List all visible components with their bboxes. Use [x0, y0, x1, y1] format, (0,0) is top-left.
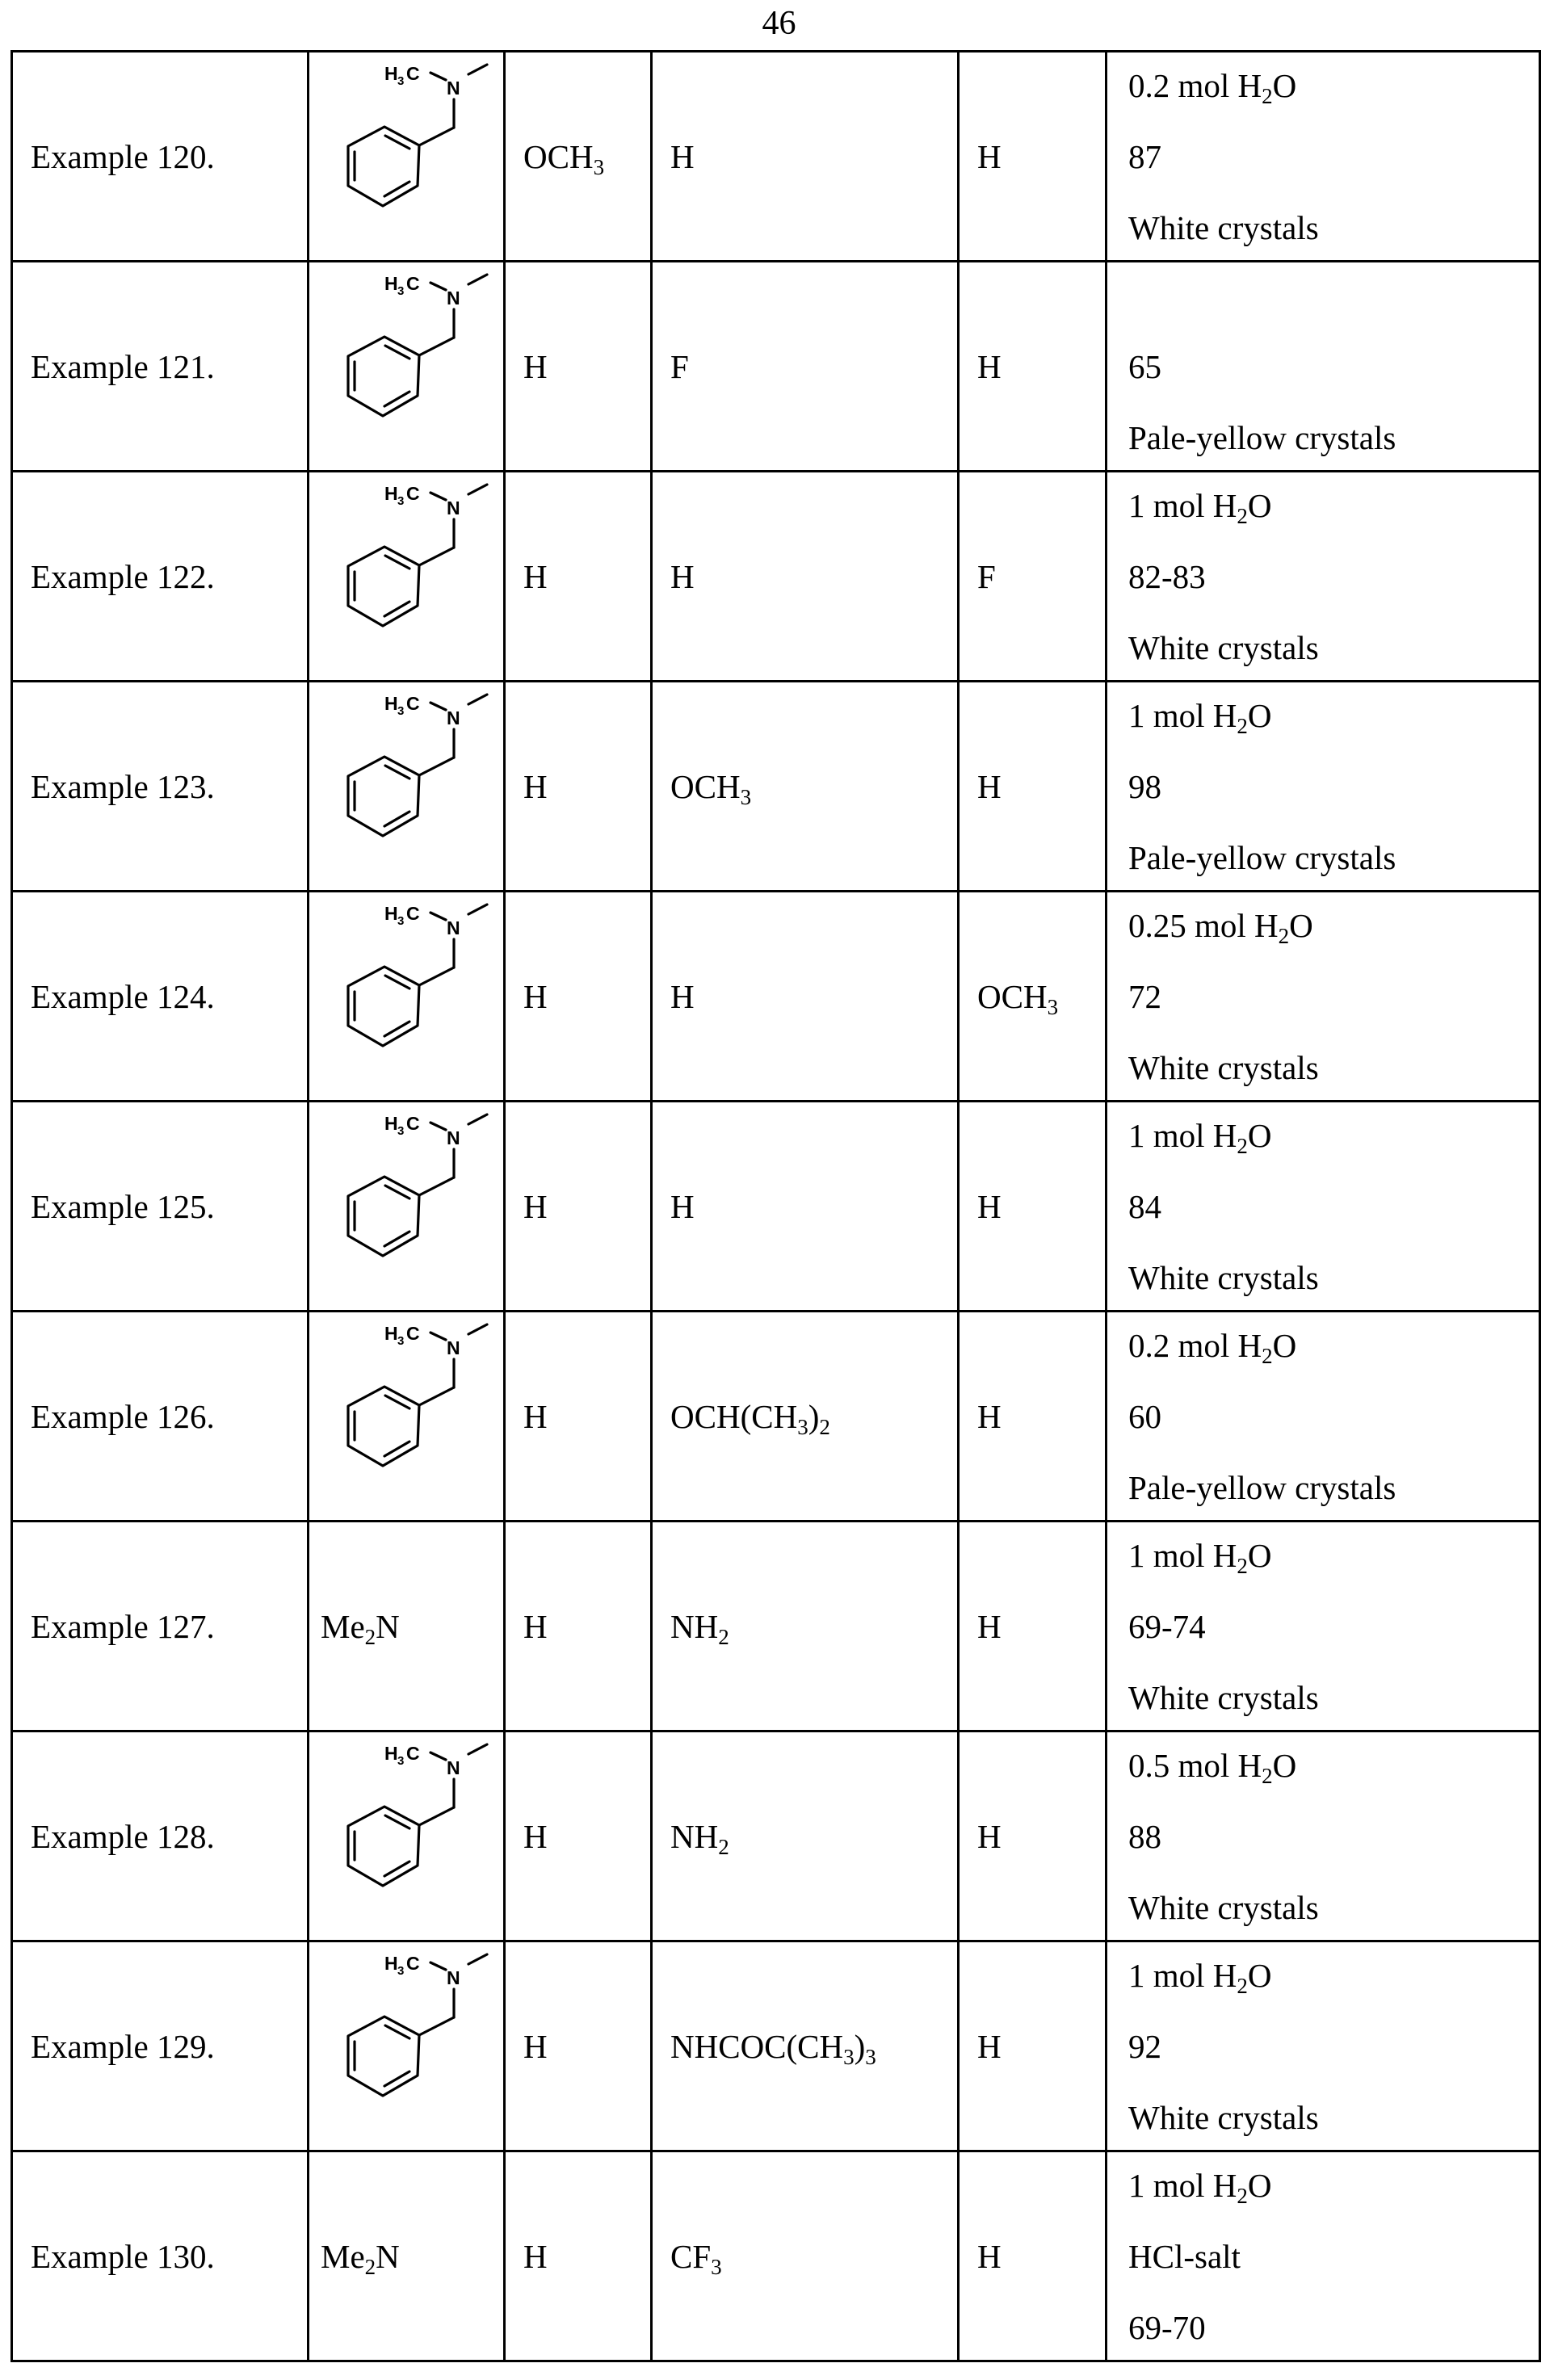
- svg-text:C: C: [406, 63, 420, 84]
- properties-lines: [1128, 906, 1539, 1087]
- formula-part: Me: [321, 2237, 365, 2275]
- property-line-2: 72: [1128, 977, 1161, 1015]
- subscript: 3: [593, 154, 605, 179]
- table-row: [12, 1102, 1540, 1312]
- r1-cell: [309, 2151, 505, 2361]
- dimethylbenzylamine-structure-icon: [321, 1312, 498, 1517]
- subscript: 2: [1278, 923, 1290, 948]
- r1-cell: [309, 1522, 505, 1731]
- hydrate-text: 1 mol H: [1128, 486, 1237, 524]
- r3-formula: [670, 348, 689, 385]
- property-line-3: Pale-yellow crystals: [1128, 838, 1396, 876]
- svg-text:H: H: [384, 483, 398, 504]
- properties-lines: [1128, 1746, 1539, 1927]
- subscript: 3: [843, 2044, 855, 2069]
- r3-formula: [670, 1188, 695, 1225]
- subscript: 2: [364, 2254, 376, 2279]
- properties-cell: [1107, 1312, 1540, 1522]
- example-label: Example 129.: [31, 2027, 215, 2065]
- property-line-3: White crystals: [1128, 2098, 1319, 2136]
- r3-cell: [652, 1522, 959, 1731]
- dimethylbenzylamine-structure-icon: [321, 1942, 498, 2147]
- r3-cell: [652, 1941, 959, 2151]
- subscript: 2: [1237, 1133, 1248, 1158]
- example-label-cell: [12, 892, 309, 1102]
- dimethylbenzylamine-structure-icon: [321, 262, 498, 468]
- r2-formula: [523, 348, 548, 385]
- property-line-3: White crystals: [1128, 1048, 1319, 1086]
- r2-cell: [505, 1522, 652, 1731]
- example-label-cell: [12, 682, 309, 892]
- property-line-3: Pale-yellow crystals: [1128, 1468, 1396, 1506]
- property-line-3: White crystals: [1128, 1888, 1319, 1926]
- svg-text:H: H: [384, 63, 398, 84]
- dimethylbenzylamine-structure-icon: [321, 682, 498, 888]
- formula-part: H: [977, 2027, 1002, 2065]
- properties-lines: [1128, 696, 1539, 877]
- example-label-cell: [12, 1102, 309, 1312]
- formula-part: Me: [321, 1607, 365, 1645]
- hydrate-line: [1128, 1956, 1539, 1998]
- example-label-cell: [12, 52, 309, 262]
- r4-cell: [959, 1731, 1107, 1941]
- subscript: 3: [1047, 994, 1059, 1019]
- r2-cell: [505, 1941, 652, 2151]
- hydrate-text: 0.25 mol H: [1128, 906, 1279, 944]
- properties-lines: [1128, 1326, 1539, 1507]
- properties-cell: [1107, 1941, 1540, 2151]
- formula-part: H: [670, 1187, 695, 1225]
- r4-formula: [977, 558, 996, 595]
- hydrate-line: [1128, 66, 1539, 108]
- property-line-2: 92: [1128, 2027, 1161, 2065]
- formula-part: NHCOC(CH: [670, 2027, 844, 2065]
- table-row: [12, 262, 1540, 472]
- r2-formula: [523, 2238, 548, 2275]
- r4-formula: [977, 977, 1059, 1019]
- r2-formula: [523, 978, 548, 1015]
- svg-text:C: C: [406, 903, 420, 924]
- r4-formula: [977, 1398, 1002, 1435]
- subscript: 2: [819, 1414, 830, 1439]
- formula-part: OCH: [670, 767, 741, 805]
- hydrate-text: O: [1272, 66, 1297, 104]
- r3-formula: [670, 558, 695, 595]
- example-label: Example 126.: [31, 1397, 215, 1435]
- property-line-3: White crystals: [1128, 628, 1319, 666]
- property-line-3: White crystals: [1128, 208, 1319, 246]
- formula-part: H: [523, 557, 548, 595]
- formula-part: H: [977, 767, 1002, 805]
- formula-part: H: [977, 1607, 1002, 1645]
- hydrate-line: [1128, 276, 1539, 315]
- properties-cell: [1107, 1522, 1540, 1731]
- subscript: 2: [718, 1834, 729, 1859]
- hydrate-line: [1128, 486, 1539, 528]
- svg-text:H: H: [384, 1953, 398, 1974]
- properties-cell: [1107, 472, 1540, 682]
- r1-cell: [309, 1312, 505, 1522]
- svg-text:N: N: [447, 1337, 460, 1358]
- r4-formula: [977, 1818, 1002, 1855]
- property-line-2: HCl-salt: [1128, 2237, 1241, 2275]
- property-line-2: 60: [1128, 1397, 1161, 1435]
- table-row: [12, 472, 1540, 682]
- subscript: 2: [1237, 2183, 1248, 2208]
- svg-text:N: N: [447, 707, 460, 728]
- r2-cell: [505, 472, 652, 682]
- svg-text:C: C: [406, 273, 420, 294]
- example-label-cell: [12, 262, 309, 472]
- example-label: Example 120.: [31, 137, 215, 175]
- dimethylbenzylamine-structure-icon: [321, 472, 498, 678]
- r1-cell: [309, 682, 505, 892]
- example-label: Example 127.: [31, 1607, 215, 1645]
- r2-formula: [523, 1188, 548, 1225]
- properties-cell: [1107, 262, 1540, 472]
- r3-formula: [670, 1817, 729, 1859]
- svg-text:3: 3: [397, 284, 405, 298]
- r2-cell: [505, 1731, 652, 1941]
- r3-formula: [670, 978, 695, 1015]
- r3-cell: [652, 892, 959, 1102]
- hydrate-line: [1128, 906, 1539, 948]
- r3-formula: [670, 2027, 876, 2069]
- example-label: Example 121.: [31, 347, 215, 385]
- formula-part: H: [977, 1397, 1002, 1435]
- r4-cell: [959, 262, 1107, 472]
- r4-formula: [977, 138, 1002, 175]
- property-line-3: White crystals: [1128, 1258, 1319, 1296]
- hydrate-text: 1 mol H: [1128, 696, 1237, 734]
- r3-cell: [652, 2151, 959, 2361]
- example-label-cell: [12, 2151, 309, 2361]
- formula-part: H: [523, 1397, 548, 1435]
- dimethylbenzylamine-structure-icon: [321, 1102, 498, 1308]
- example-label: Example 130.: [31, 2237, 215, 2275]
- dimethylbenzylamine-structure-icon: [321, 892, 498, 1098]
- r2-cell: [505, 892, 652, 1102]
- r4-formula: [977, 1608, 1002, 1645]
- svg-text:3: 3: [397, 1754, 405, 1768]
- formula-part: ): [808, 1397, 820, 1435]
- r2-cell: [505, 682, 652, 892]
- r3-cell: [652, 1102, 959, 1312]
- svg-text:N: N: [447, 1757, 460, 1778]
- properties-lines: [1128, 1536, 1539, 1717]
- formula-part: CF: [670, 2237, 712, 2275]
- hydrate-text: 1 mol H: [1128, 2166, 1237, 2204]
- formula-part: F: [977, 557, 996, 595]
- properties-cell: [1107, 1102, 1540, 1312]
- formula-part: OCH: [977, 977, 1048, 1015]
- r2-formula: [523, 1398, 548, 1435]
- hydrate-text: O: [1247, 696, 1272, 734]
- svg-text:H: H: [384, 1323, 398, 1344]
- properties-cell: [1107, 892, 1540, 1102]
- subscript: 2: [1237, 1973, 1248, 1998]
- svg-text:H: H: [384, 273, 398, 294]
- properties-lines: [1128, 66, 1539, 247]
- r2-formula: [523, 558, 548, 595]
- svg-text:C: C: [406, 693, 420, 714]
- subscript: 2: [718, 1624, 729, 1649]
- table-row: [12, 1941, 1540, 2151]
- r1-cell: [309, 262, 505, 472]
- svg-text:N: N: [447, 288, 460, 309]
- formula-part: H: [523, 767, 548, 805]
- formula-part: H: [977, 1187, 1002, 1225]
- svg-text:H: H: [384, 1113, 398, 1134]
- formula-part: H: [523, 1607, 548, 1645]
- hydrate-text: O: [1247, 486, 1272, 524]
- hydrate-text: 0.2 mol H: [1128, 1326, 1262, 1364]
- formula-part: H: [977, 347, 1002, 385]
- hydrate-line: [1128, 1116, 1539, 1158]
- r2-formula: [523, 137, 605, 179]
- r4-cell: [959, 472, 1107, 682]
- hydrate-text: O: [1272, 1746, 1297, 1784]
- r3-cell: [652, 682, 959, 892]
- formula-part: N: [376, 1607, 400, 1645]
- properties-lines: [1128, 2166, 1539, 2347]
- example-label: Example 128.: [31, 1817, 215, 1855]
- r1-cell: [309, 892, 505, 1102]
- r4-cell: [959, 1102, 1107, 1312]
- r3-cell: [652, 1312, 959, 1522]
- properties-cell: [1107, 1731, 1540, 1941]
- properties-cell: [1107, 682, 1540, 892]
- r3-cell: [652, 262, 959, 472]
- table-row: [12, 682, 1540, 892]
- r4-formula: [977, 768, 1002, 805]
- svg-text:C: C: [406, 1113, 420, 1134]
- formula-part: H: [670, 557, 695, 595]
- property-line-2: 69-74: [1128, 1607, 1206, 1645]
- hydrate-text: O: [1247, 2166, 1272, 2204]
- svg-text:3: 3: [397, 494, 405, 508]
- r1-cell: [309, 1941, 505, 2151]
- properties-lines: [1128, 276, 1539, 457]
- formula-part: H: [523, 1187, 548, 1225]
- hydrate-text: 1 mol H: [1128, 1536, 1237, 1574]
- property-line-2: 87: [1128, 137, 1161, 175]
- hydrate-text: 0.2 mol H: [1128, 66, 1262, 104]
- r3-formula: [670, 138, 695, 175]
- r3-formula: [670, 1397, 830, 1439]
- hydrate-line: [1128, 1536, 1539, 1578]
- r2-cell: [505, 262, 652, 472]
- table-row: [12, 52, 1540, 262]
- property-line-2: 98: [1128, 767, 1161, 805]
- svg-text:3: 3: [397, 1124, 405, 1138]
- r2-cell: [505, 2151, 652, 2361]
- property-line-3: White crystals: [1128, 1678, 1319, 1716]
- svg-text:H: H: [384, 693, 398, 714]
- subscript: 2: [1237, 713, 1248, 738]
- svg-text:N: N: [447, 1127, 460, 1148]
- r4-formula: [977, 2028, 1002, 2065]
- dimethylbenzylamine-structure-icon: [321, 52, 498, 258]
- r2-formula: [523, 1608, 548, 1645]
- hydrate-text: 1 mol H: [1128, 1116, 1237, 1154]
- svg-text:3: 3: [397, 704, 405, 718]
- subscript: 2: [1237, 503, 1248, 528]
- hydrate-text: O: [1247, 1116, 1272, 1154]
- r4-cell: [959, 1312, 1107, 1522]
- example-label: Example 124.: [31, 977, 215, 1015]
- hydrate-text: O: [1289, 906, 1313, 944]
- r3-formula: [670, 2237, 722, 2279]
- properties-lines: [1128, 486, 1539, 667]
- subscript: 2: [1262, 83, 1273, 108]
- subscript: 3: [865, 2044, 876, 2069]
- formula-part: H: [977, 2237, 1002, 2275]
- svg-text:3: 3: [397, 1964, 405, 1978]
- hydrate-text: 0.5 mol H: [1128, 1746, 1262, 1784]
- formula-part: H: [523, 1817, 548, 1855]
- formula-part: H: [523, 977, 548, 1015]
- example-label-cell: [12, 1941, 309, 2151]
- r1-cell: [309, 52, 505, 262]
- hydrate-line: [1128, 696, 1539, 738]
- formula-part: H: [523, 2237, 548, 2275]
- svg-text:N: N: [447, 917, 460, 938]
- r4-cell: [959, 2151, 1107, 2361]
- table-row: [12, 1312, 1540, 1522]
- svg-text:H: H: [384, 1743, 398, 1764]
- r4-cell: [959, 1941, 1107, 2151]
- r2-cell: [505, 1102, 652, 1312]
- example-label: Example 123.: [31, 767, 215, 805]
- subscript: 3: [711, 2254, 722, 2279]
- svg-text:C: C: [406, 1743, 420, 1764]
- r4-cell: [959, 682, 1107, 892]
- example-label-cell: [12, 1312, 309, 1522]
- hydrate-line: [1128, 2166, 1539, 2208]
- r1-cell: [309, 1731, 505, 1941]
- table-row: [12, 892, 1540, 1102]
- subscript: 2: [364, 1624, 376, 1649]
- formula-part: NH: [670, 1607, 719, 1645]
- hydrate-text: 1 mol H: [1128, 1956, 1237, 1994]
- formula-part: OCH: [523, 137, 594, 175]
- subscript: 2: [1262, 1343, 1273, 1368]
- example-label-cell: [12, 472, 309, 682]
- r3-formula: [670, 1607, 729, 1649]
- table-row: [12, 1522, 1540, 1731]
- r4-formula: [977, 2238, 1002, 2275]
- svg-text:H: H: [384, 903, 398, 924]
- r4-formula: [977, 348, 1002, 385]
- hydrate-line: [1128, 1326, 1539, 1368]
- property-line-3: Pale-yellow crystals: [1128, 418, 1396, 456]
- example-label: Example 122.: [31, 557, 215, 595]
- subscript: 2: [1262, 1763, 1273, 1788]
- hydrate-text: O: [1247, 1536, 1272, 1574]
- subscript: 3: [797, 1414, 808, 1439]
- property-line-2: 88: [1128, 1817, 1161, 1855]
- r2-cell: [505, 1312, 652, 1522]
- property-line-2: 84: [1128, 1187, 1161, 1225]
- r1-formula: [321, 1607, 400, 1649]
- r1-cell: [309, 472, 505, 682]
- formula-part: F: [670, 347, 689, 385]
- r4-cell: [959, 1522, 1107, 1731]
- formula-part: NH: [670, 1817, 719, 1855]
- r2-formula: [523, 768, 548, 805]
- r4-cell: [959, 52, 1107, 262]
- property-line-2: 65: [1128, 347, 1161, 385]
- formula-part: H: [523, 347, 548, 385]
- formula-part: H: [523, 2027, 548, 2065]
- example-label-cell: [12, 1731, 309, 1941]
- formula-part: H: [977, 1817, 1002, 1855]
- r1-cell: [309, 1102, 505, 1312]
- examples-table-body: [12, 52, 1540, 2361]
- svg-text:3: 3: [397, 1334, 405, 1348]
- svg-text:3: 3: [397, 74, 405, 88]
- r3-cell: [652, 52, 959, 262]
- svg-text:C: C: [406, 483, 420, 504]
- property-line-3: 69-70: [1128, 2308, 1206, 2346]
- properties-lines: [1128, 1116, 1539, 1297]
- r2-formula: [523, 1818, 548, 1855]
- formula-part: H: [670, 977, 695, 1015]
- hydrate-text: O: [1247, 1956, 1272, 1994]
- formula-part: N: [376, 2237, 400, 2275]
- r2-formula: [523, 2028, 548, 2065]
- table-row: [12, 1731, 1540, 1941]
- dimethylbenzylamine-structure-icon: [321, 1732, 498, 1937]
- examples-table: [10, 50, 1541, 2362]
- example-label: Example 125.: [31, 1187, 215, 1225]
- r3-formula: [670, 767, 752, 809]
- properties-cell: [1107, 2151, 1540, 2361]
- subscript: 2: [1237, 1553, 1248, 1578]
- formula-part: OCH(CH: [670, 1397, 798, 1435]
- properties-cell: [1107, 52, 1540, 262]
- property-line-2: 82-83: [1128, 557, 1206, 595]
- subscript: 3: [740, 784, 752, 809]
- svg-text:C: C: [406, 1953, 420, 1974]
- r1-formula: [321, 2237, 400, 2279]
- r3-cell: [652, 1731, 959, 1941]
- formula-part: H: [977, 137, 1002, 175]
- r2-cell: [505, 52, 652, 262]
- example-label-cell: [12, 1522, 309, 1731]
- svg-text:N: N: [447, 1967, 460, 1988]
- r4-formula: [977, 1188, 1002, 1225]
- table-row: [12, 2151, 1540, 2361]
- r4-cell: [959, 892, 1107, 1102]
- svg-text:3: 3: [397, 914, 405, 928]
- formula-part: ): [854, 2027, 866, 2065]
- hydrate-text: O: [1272, 1326, 1297, 1364]
- svg-text:N: N: [447, 497, 460, 518]
- formula-part: H: [670, 137, 695, 175]
- svg-text:C: C: [406, 1323, 420, 1344]
- properties-lines: [1128, 1956, 1539, 2137]
- r3-cell: [652, 472, 959, 682]
- page-number: 46: [762, 5, 796, 42]
- hydrate-line: [1128, 1746, 1539, 1788]
- svg-text:N: N: [447, 78, 460, 99]
